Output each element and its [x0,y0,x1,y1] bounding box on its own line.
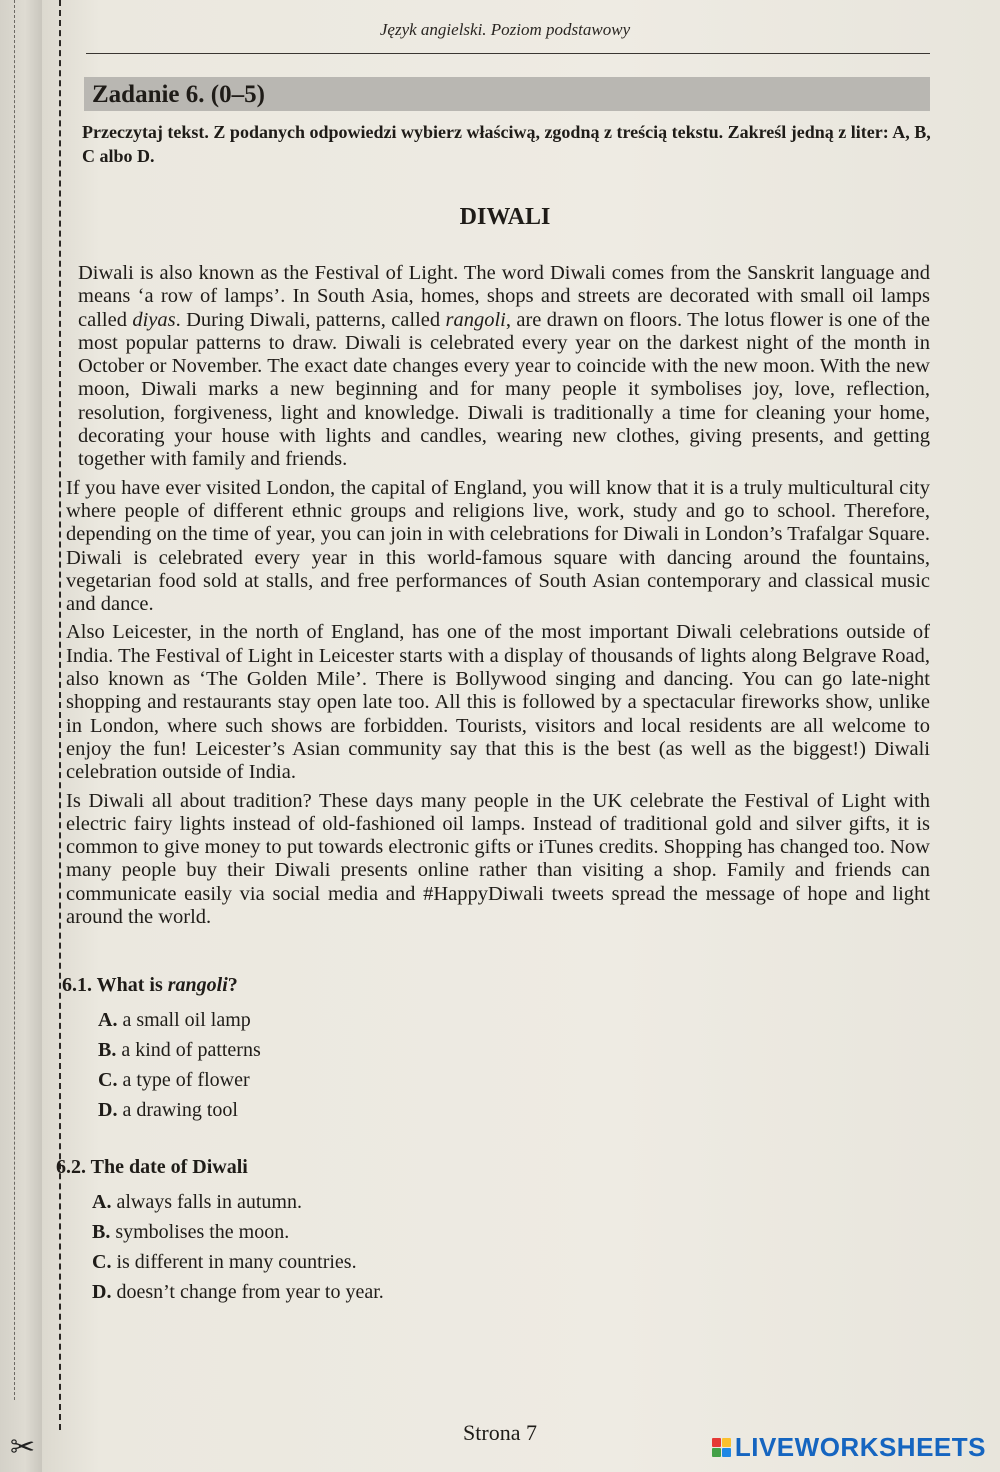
article-paragraph-3: Also Leicester, in the north of England, has one of the most important Diwali celebrations outside of India. The Festival of Light in Leicester starts with a display of thousands of lights along Belgrave Road, also known as ‘The Golden Mile’. There is Bollywood singing and dancing. You can go late-night shopping and restaurants stay open late too. All this is followed by a spectacular fireworks show, unlike in London, where such shows are forbidden. Tourists, visitors and local residents are all welcome to enjoy the fun! Leicester’s Asian community say that this is the best (as well as the biggest!) Diwali celebration outside of India. [66,621,930,784]
scissors-icon: ✂ [10,1430,36,1465]
answer-option-b[interactable] [56,1217,556,1247]
option-text: a type of flower [122,1069,250,1091]
answer-option-d[interactable] [62,1095,562,1125]
article-paragraph-1: Diwali is also known as the Festival of Light. The word Diwali comes from the Sanskrit language and means ‘a row of lamps’. In South Asia, homes, shops and streets are decorated with small oil lamps called diyas. During Diwali, patterns, called rangoli, are drawn on floors. The lotus flower is one of the most popular patterns to draw. Diwali is celebrated every year on the darkest night of the month in October or November. The exact date changes every year to coincide with the new moon. With the new moon, Diwali marks a new beginning and for many people it symbolises joy, love, reflection, resolution, forgiveness, light and knowledge. Diwali is traditionally a time for cleaning your home, decorating your house with lights and candles, wearing new clothes, giving presents, and getting together with family and friends. [78,262,930,471]
question-text: The date of Diwali [90,1156,248,1178]
question-6-1-title [62,974,562,997]
question-6-1 [62,974,562,1125]
header-divider [86,53,930,54]
article-title: DIWALI [459,204,551,230]
option-text: symbolises the moon. [115,1221,290,1243]
question-number: 6.2. [56,1156,86,1178]
question-text-italic: rangoli [167,974,228,996]
option-text: a kind of patterns [121,1039,261,1061]
brand-watermark[interactable] [712,1432,986,1463]
option-letter: B. [98,1039,117,1061]
task-instruction: Przeczytaj tekst. Z podanych odpowiedzi wybierz właściwą, zgodną z treścią tekstu. Zakreśl jedną z liter: A, B, C albo D. [82,122,931,166]
brand-name: LIVEWORKSHEETS [734,1432,986,1462]
answer-option-c[interactable] [56,1247,556,1277]
question-text-before: What is [96,974,168,996]
option-letter: D. [92,1281,112,1303]
article-paragraph-2: If you have ever visited London, the capital of England, you will know that it is a truly multicultural city where people of different ethnic groups and religions live, work, study and go to school. Therefore, depending on the time of year, you can join in with celebrations for Diwali in London’s Trafalgar Square. Diwali is celebrated every year in this world-famous square with dancing around the fountains, vegetarian food sold at stalls, and free performances of South Asian contemporary and classical music and dance. [66,476,930,616]
article-body [66,262,930,934]
question-text-after: ? [227,974,238,996]
option-text: always falls in autumn. [116,1191,302,1213]
option-letter: A. [98,1009,118,1031]
answer-option-c[interactable] [62,1065,562,1095]
answer-option-a[interactable] [56,1187,556,1217]
answer-option-a[interactable] [62,1005,562,1035]
page-header-title: Język angielski. Poziom podstawowy [379,20,631,39]
answer-option-d[interactable] [56,1277,556,1307]
question-number: 6.1. [62,974,92,996]
task-title: Zadanie 6. (0–5) [92,81,265,108]
option-letter: C. [92,1251,112,1273]
option-text: a small oil lamp [122,1009,251,1031]
liveworksheets-logo-icon [712,1438,731,1457]
option-letter: A. [92,1191,112,1213]
question-6-2 [56,1156,556,1307]
option-text: is different in many countries. [116,1251,357,1273]
option-letter: D. [98,1099,118,1121]
option-letter: C. [98,1069,118,1091]
question-6-2-title [56,1156,556,1179]
page-number: Strona 7 [463,1420,537,1445]
option-text: a drawing tool [122,1099,238,1121]
article-paragraph-4: Is Diwali all about tradition? These days many people in the UK celebrate the Festival of Light with electric fairy lights instead of old-fashioned oil lamps. Instead of traditional gold and silver gifts, it is common to give money to put towards electronic gifts or iTunes credits. Shopping has changed too. Now many people buy their Diwali presents online rather than visiting a shop. Family and friends can communicate easily via social media and #HappyDiwali tweets spread the message of hope and light around the world. [66,789,930,929]
option-text: doesn’t change from year to year. [116,1281,384,1303]
answer-option-b[interactable] [62,1035,562,1065]
option-letter: B. [92,1221,111,1243]
